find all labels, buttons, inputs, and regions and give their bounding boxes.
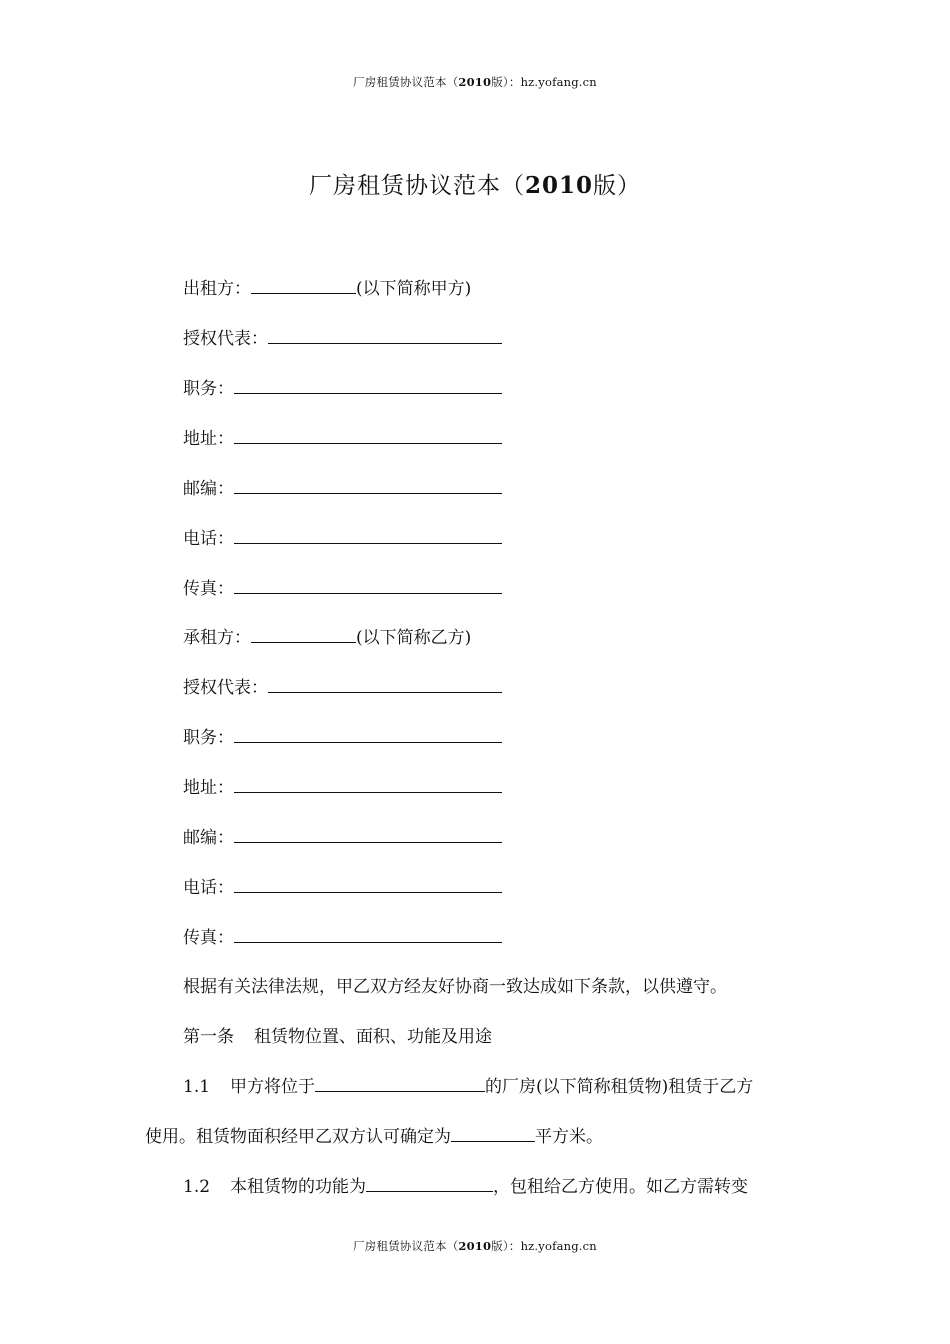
lessee-line bbox=[183, 627, 471, 649]
running-header bbox=[0, 74, 950, 90]
field-blank[interactable] bbox=[234, 428, 502, 444]
lessor-field-title bbox=[183, 378, 502, 400]
field-blank[interactable] bbox=[234, 927, 502, 943]
field-blank[interactable] bbox=[268, 328, 502, 344]
field-label: 职务： bbox=[183, 379, 234, 399]
lessee-field-address bbox=[183, 777, 502, 799]
lessor-suffix: (以下简称甲方) bbox=[356, 279, 472, 299]
field-label: 职务： bbox=[183, 728, 234, 748]
location-blank[interactable] bbox=[315, 1076, 485, 1092]
clause-text: 本租赁物的功能为 bbox=[230, 1177, 367, 1197]
lessor-line bbox=[183, 278, 471, 300]
lessor-field-phone bbox=[183, 528, 502, 550]
lessor-field-postcode bbox=[183, 478, 502, 500]
function-blank[interactable] bbox=[366, 1176, 493, 1192]
field-label: 电话： bbox=[183, 878, 234, 898]
field-blank[interactable] bbox=[234, 528, 502, 544]
clause-text: 使用。租赁物面积经甲乙双方认可确定为 bbox=[145, 1127, 451, 1147]
lessee-field-fax bbox=[183, 927, 502, 949]
clause-number: 1.2 bbox=[183, 1177, 211, 1197]
lessee-label: 承租方： bbox=[183, 628, 251, 648]
lessor-field-rep bbox=[183, 328, 502, 350]
field-blank[interactable] bbox=[234, 777, 502, 793]
clause-text: 甲方将位于 bbox=[230, 1077, 316, 1097]
intro-paragraph: 根据有关法律法规，甲乙双方经友好协商一致达成如下条款，以供遵守。 bbox=[183, 977, 727, 997]
field-blank[interactable] bbox=[234, 578, 502, 594]
header-text-suffix: 版）：hz.yofang.cn bbox=[491, 75, 597, 89]
lessee-field-postcode bbox=[183, 827, 502, 849]
lessee-field-rep bbox=[183, 677, 502, 699]
footer-text: 厂房租赁协议范本（ bbox=[353, 1239, 459, 1253]
header-year: 2010 bbox=[458, 75, 492, 89]
title-suffix: 版） bbox=[593, 173, 641, 199]
footer-year: 2010 bbox=[458, 1239, 492, 1253]
clause-text: 平方米。 bbox=[535, 1127, 603, 1147]
field-label: 传真： bbox=[183, 579, 234, 599]
field-blank[interactable] bbox=[234, 827, 502, 843]
clause-number: 1.1 bbox=[183, 1077, 211, 1097]
field-label: 授权代表： bbox=[183, 678, 268, 698]
field-label: 邮编： bbox=[183, 479, 234, 499]
field-label: 地址： bbox=[183, 429, 234, 449]
field-blank[interactable] bbox=[234, 478, 502, 494]
lessor-blank[interactable] bbox=[251, 278, 356, 294]
lessor-field-fax bbox=[183, 578, 502, 600]
area-blank[interactable] bbox=[451, 1126, 535, 1142]
article-1-heading bbox=[183, 1026, 492, 1048]
lessee-blank[interactable] bbox=[251, 627, 356, 643]
field-label: 授权代表： bbox=[183, 329, 268, 349]
running-footer bbox=[0, 1238, 950, 1254]
field-label: 邮编： bbox=[183, 828, 234, 848]
title-year: 2010 bbox=[524, 172, 593, 199]
field-label: 电话： bbox=[183, 529, 234, 549]
title-text: 厂房租赁协议范本（ bbox=[308, 173, 525, 199]
document-title bbox=[0, 167, 950, 200]
lessee-field-phone bbox=[183, 877, 502, 899]
field-blank[interactable] bbox=[234, 727, 502, 743]
field-blank[interactable] bbox=[234, 378, 502, 394]
clause-1-1 bbox=[183, 1076, 753, 1098]
article-title: 租赁物位置、面积、功能及用途 bbox=[254, 1027, 492, 1047]
clause-text: 的厂房(以下简称租赁物)租赁于乙方 bbox=[485, 1077, 754, 1097]
field-label: 地址： bbox=[183, 778, 234, 798]
footer-text-suffix: 版）：hz.yofang.cn bbox=[491, 1239, 597, 1253]
header-text: 厂房租赁协议范本（ bbox=[353, 75, 459, 89]
lessee-field-title bbox=[183, 727, 502, 749]
clause-1-1-continued bbox=[145, 1126, 603, 1148]
field-blank[interactable] bbox=[268, 677, 502, 693]
lessor-label: 出租方： bbox=[183, 279, 251, 299]
clause-text: ，包租给乙方使用。如乙方需转变 bbox=[493, 1177, 749, 1197]
lessor-field-address bbox=[183, 428, 502, 450]
clause-1-2 bbox=[183, 1176, 748, 1198]
field-label: 传真： bbox=[183, 928, 234, 948]
lessee-suffix: (以下简称乙方) bbox=[356, 628, 472, 648]
field-blank[interactable] bbox=[234, 877, 502, 893]
article-number: 第一条 bbox=[183, 1027, 234, 1047]
